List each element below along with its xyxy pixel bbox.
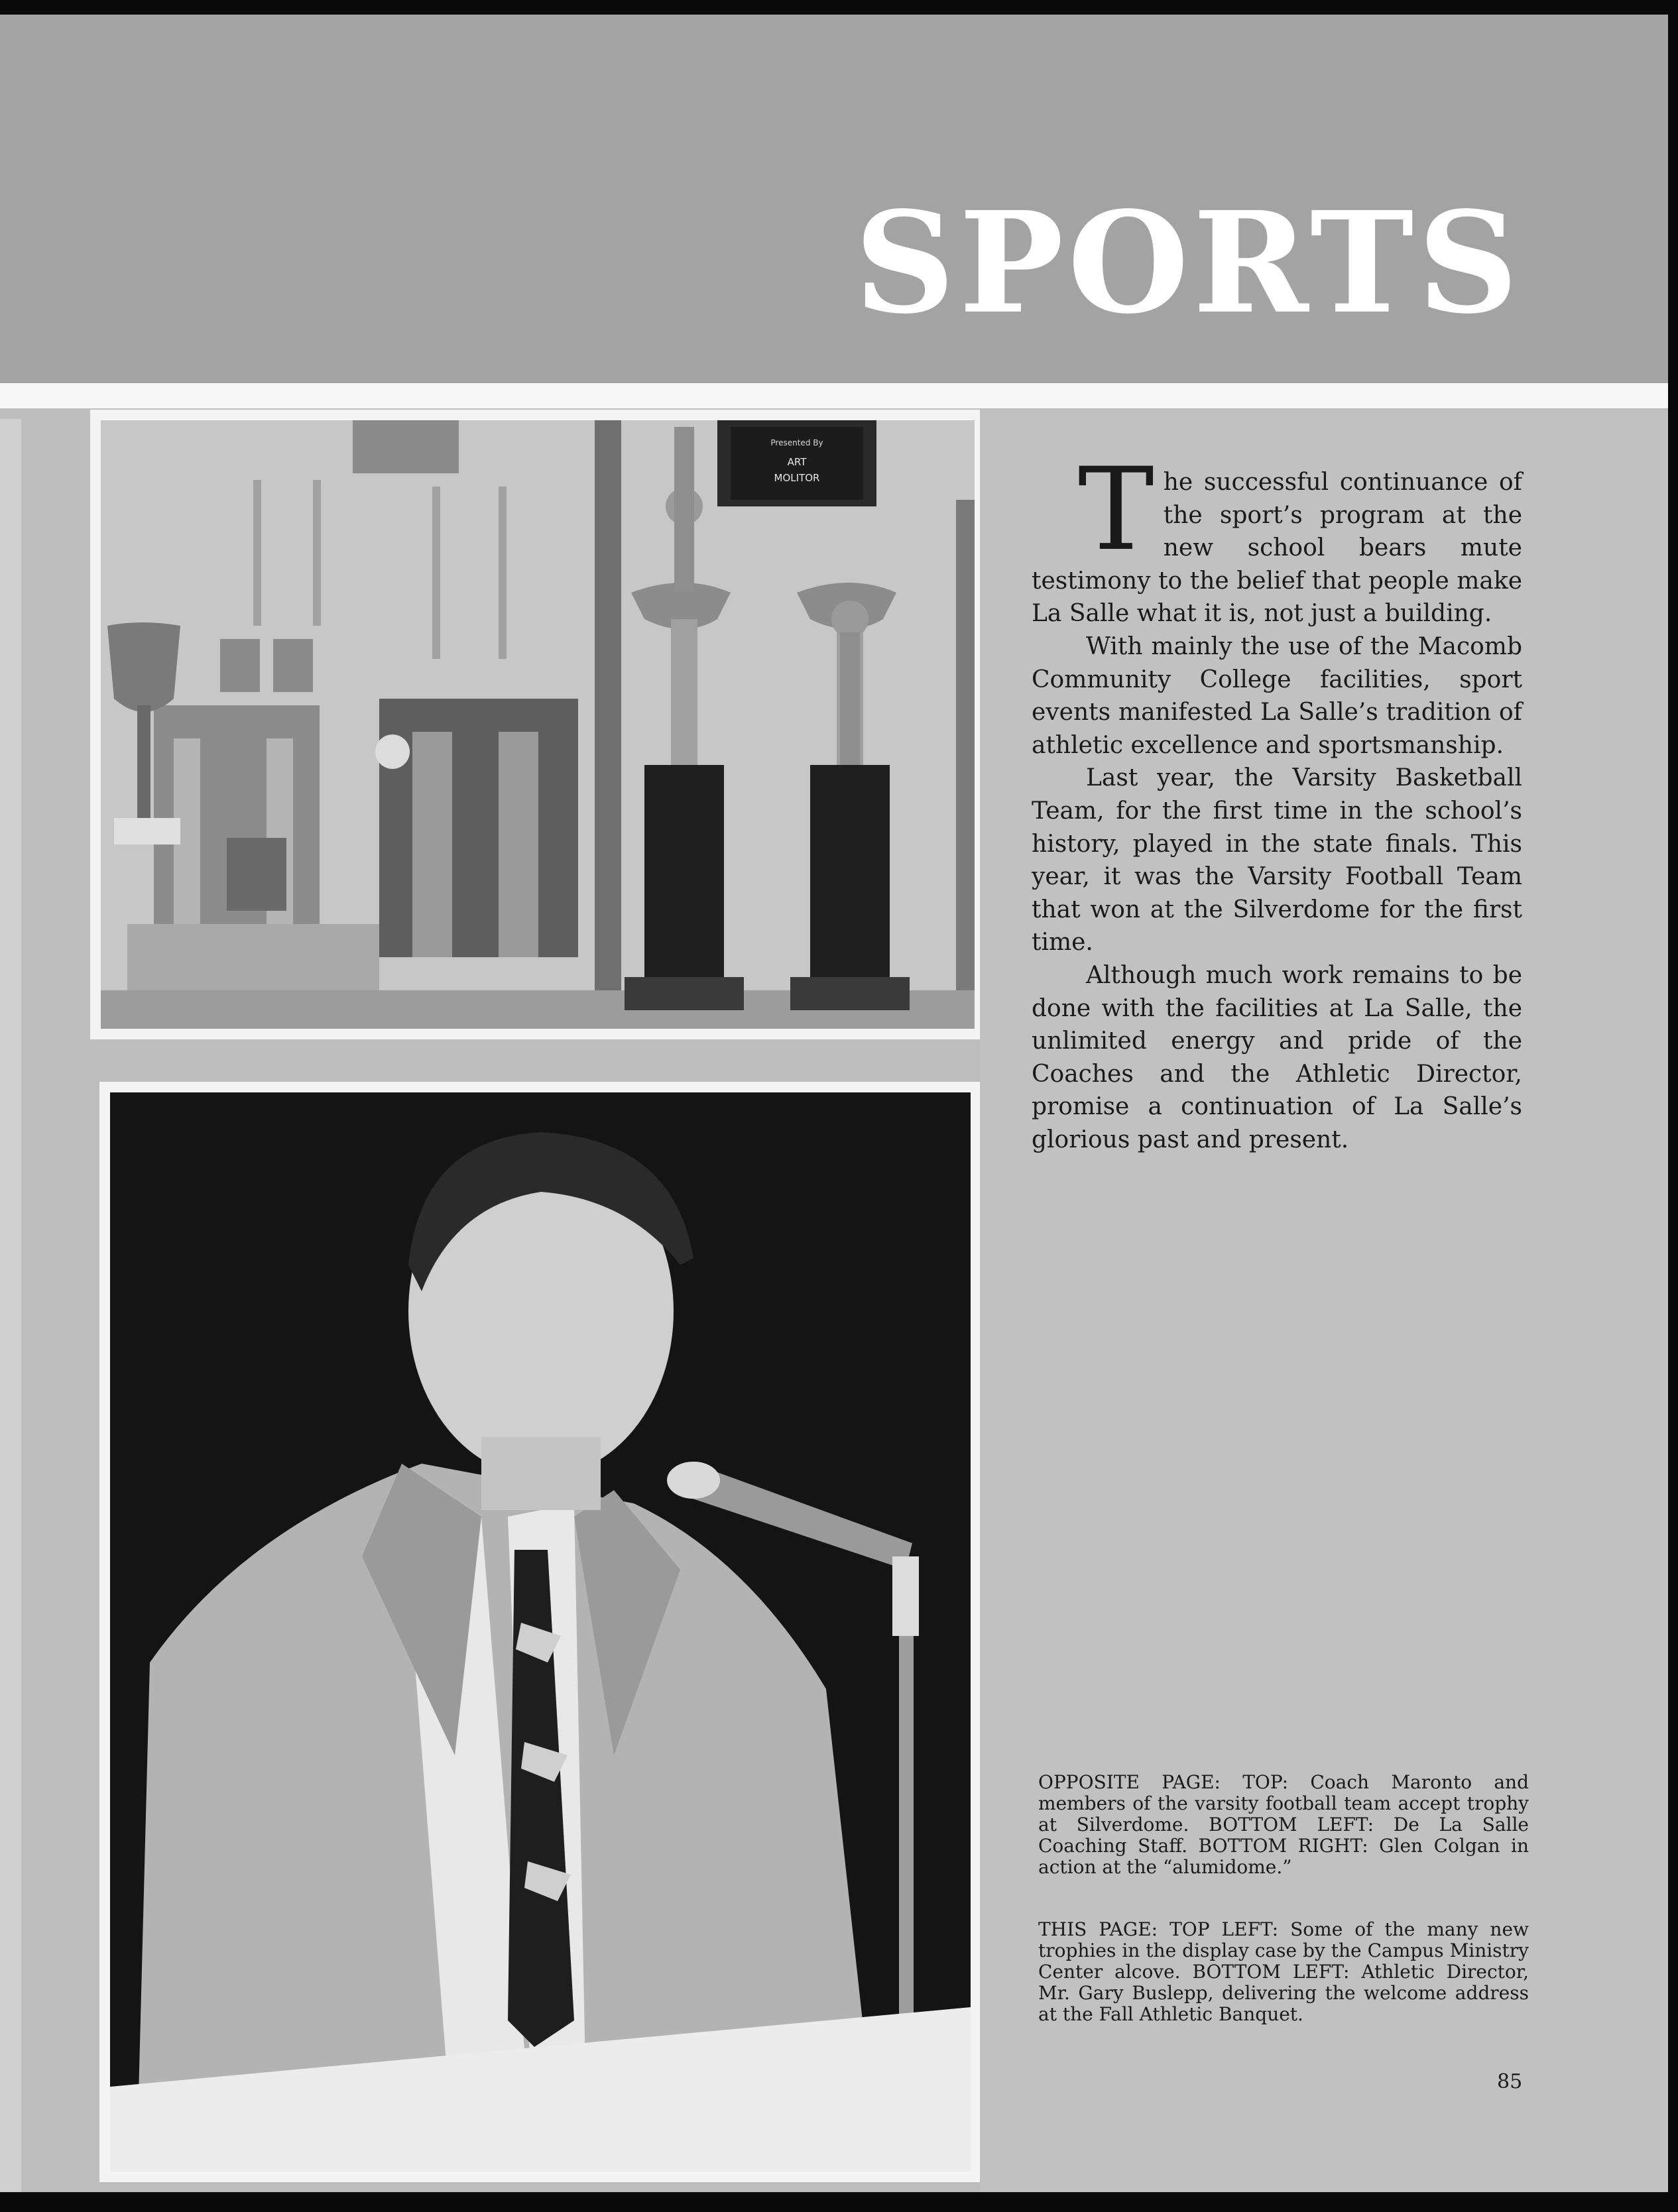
plaque-line-3: MOLITOR bbox=[774, 472, 820, 484]
header-divider bbox=[0, 383, 1668, 408]
drop-cap: T bbox=[1078, 443, 1154, 576]
caption-this-page: THIS PAGE: TOP LEFT: Some of the many new trophies in the display case by the Campus Ministry Center alcove. BOTTOM LEFT: Athletic Director, Mr. Gary Buslepp, delivering the welcome address at the Fall Athletic Banquet. bbox=[1038, 1918, 1529, 2025]
trophy-case-image bbox=[101, 420, 975, 1029]
article-body bbox=[1032, 443, 1522, 1156]
plaque-line-1: Presented By bbox=[770, 438, 823, 447]
article-paragraph-1 bbox=[1032, 443, 1522, 630]
speaker-photo bbox=[99, 1082, 981, 2182]
yearbook-page bbox=[0, 15, 1668, 2192]
article-paragraph-1-text: he successful continuance of the sport’s program at the new school bears mute testimony to the belief that people make La Salle what it is, not just a building. bbox=[1032, 469, 1522, 628]
caption-opposite-page: OPPOSITE PAGE: TOP: Coach Maronto and members of the varsity football team accept trophy at Silverdome. BOTTOM LEFT: De La Salle Coaching Staff. BOTTOM RIGHT: Glen Colgan in action at the “alumidome.” bbox=[1038, 1771, 1529, 1878]
page-title: SPORTS bbox=[854, 181, 1522, 345]
header-band bbox=[0, 15, 1668, 383]
article-panel bbox=[980, 410, 1668, 2192]
page-number: 85 bbox=[1497, 2070, 1523, 2093]
article-paragraph-2: With mainly the use of the Macomb Community College facilities, sport events manifested La Salle’s tradition of athletic excellence and sportsmanship. bbox=[1032, 632, 1522, 759]
article-paragraph-4: Although much work remains to be done with the facilities at La Salle, the unlimited energy and pride of the Coaches and the Athletic Director, promise a continuation of La Salle’s glorious past and present. bbox=[1032, 961, 1522, 1153]
left-margin-strip bbox=[0, 419, 21, 2192]
speaker-image bbox=[110, 1092, 971, 2172]
trophy-case-photo bbox=[90, 410, 985, 1039]
article-paragraph-3: Last year, the Varsity Basketball Team, for the first time in the school’s history, played in the state finals. This year, it was the Varsity Football Team that won at the Silverdome for the first time. bbox=[1032, 764, 1522, 957]
plaque-line-2: ART bbox=[787, 456, 807, 468]
